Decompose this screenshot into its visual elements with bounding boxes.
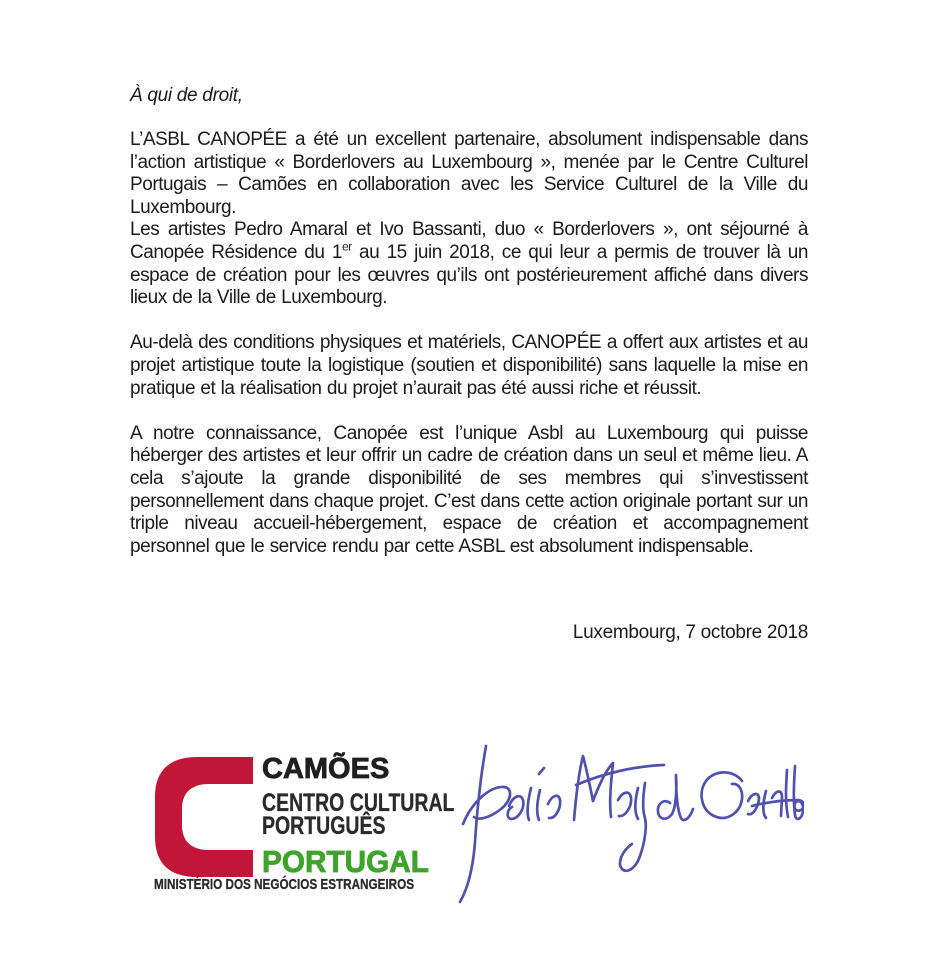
- date-line: Luxembourg, 7 octobre 2018: [572, 622, 808, 644]
- salutation: À qui de droit,: [130, 85, 243, 106]
- paragraph-partnership: L’ASBL CANOPÉE a été un excellent partenaire, absolument indispensable dans l’action artistique « Borderlovers au Luxembourg », menée par le Centre Culturel Portugais – Camões en collaboration avec les Service Culturel de la Ville du Luxembourg.: [130, 129, 808, 218]
- camoes-c-icon: [155, 757, 253, 877]
- paragraph-conclusion: A notre connaissance, Canopée est l’unique Asbl au Luxembourg qui puisse héberger des artistes et leur offrir un cadre de création dans un seul et même lieu. A cela s’ajoute la grande disponibilité de ses membres qui s’investissent personnellement dans chaque projet. C’est dans cette action originale portant sur un triple niveau accueil-hébergement, espace de création et accompagnement personnel que le service rendu par cette ASBL est absolument indispensable.: [130, 422, 808, 557]
- paragraph-artists-text-start: Les artistes Pedro Amaral et Ivo Bassanti, duo « Borderlovers », ont séjourné à Canopée Résidence du 1: [130, 219, 808, 263]
- paragraph-logistics: Au-delà des conditions physiques et matériels, CANOPÉE a offert aux artistes et au projet artistique toute la logistique (soutien et disponibilité) sans laquelle la mise en pratique et la réalisation du projet n’aurait pas été aussi riche et réussit.: [130, 332, 808, 399]
- signature-ink-strokes: [460, 746, 804, 902]
- logo-ministry-label: MINISTÉRIO DOS NEGÓCIOS ESTRANGEIROS: [154, 876, 415, 893]
- paragraph-artists-text-end: au 15 juin 2018, ce qui leur a permis de trouver là un espace de création pour les œuvres qu’ils ont postérieurement affiché dans divers lieux de la Ville de Luxembourg.: [130, 241, 808, 309]
- camoes-c-shape: [155, 757, 253, 877]
- logo-brand-name: CAMÕES: [262, 753, 390, 785]
- ordinal-superscript: er: [341, 239, 352, 254]
- paragraph-artists: [130, 219, 808, 309]
- logo-country-label: PORTUGAL: [262, 844, 429, 879]
- handwritten-signature: [452, 730, 804, 906]
- logo-subtitle-line2: PORTUGUÊS: [262, 812, 386, 840]
- camoes-logo-text: [262, 753, 462, 879]
- logo-subtitle-line1: CENTRO CULTURAL: [262, 789, 455, 817]
- letter-body: [130, 84, 808, 663]
